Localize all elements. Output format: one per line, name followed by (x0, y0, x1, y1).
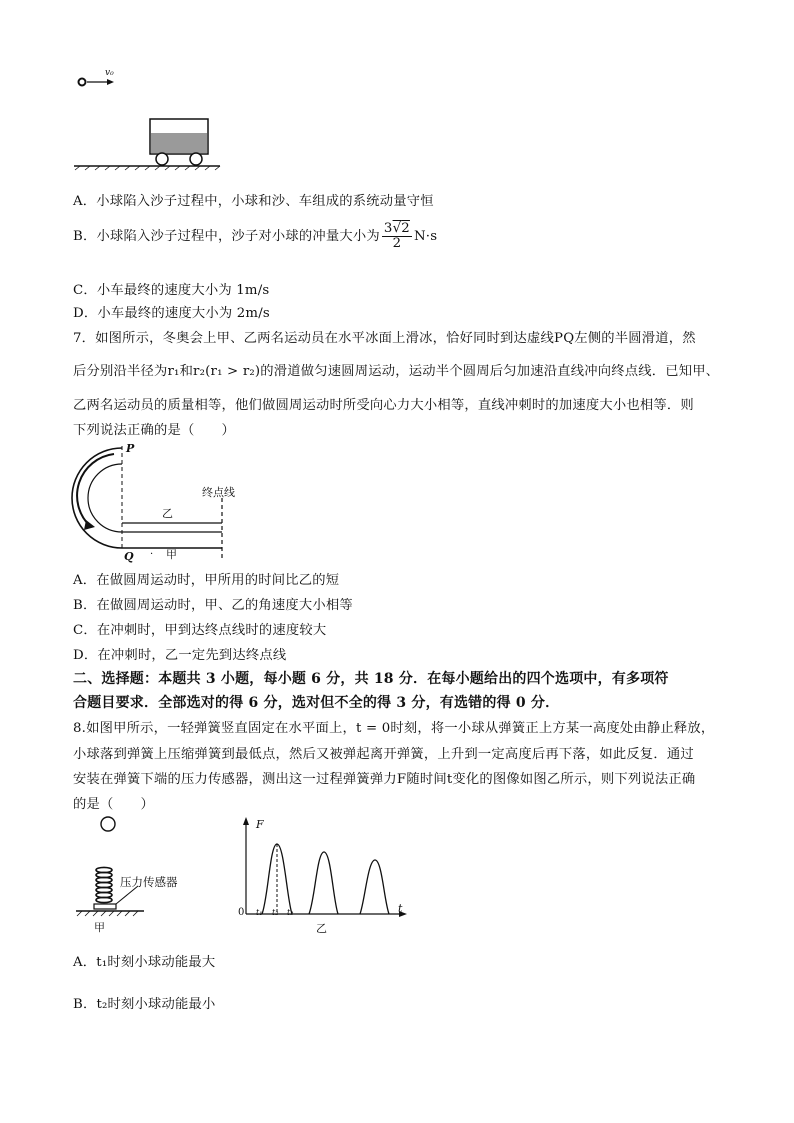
dot: · (150, 549, 154, 560)
wheel-left (156, 153, 168, 165)
inner-track (88, 464, 122, 532)
sand (151, 133, 207, 153)
q8-stem-line1: 8.如图甲所示，一轻弹簧竖直固定在水平面上，t = 0时刻，将一小球从弹簧正上方某一高度处由静止释放， (73, 721, 715, 736)
q7-track-figure (70, 438, 290, 566)
q7-option-a: A．在做圆周运动时，甲所用的时间比乙的短 (73, 573, 340, 588)
q8-stem-line4: 的是（ ） (73, 797, 154, 812)
label-t3: t₃ (287, 908, 294, 917)
unit: N·s (413, 229, 438, 244)
label-finish: 终点线 (202, 486, 235, 499)
arrow-head (107, 79, 114, 85)
y-arrow (243, 817, 249, 825)
wheel-right (190, 153, 202, 165)
q8-option-a: A．t₁时刻小球动能最大 (73, 955, 216, 970)
label-p: P (126, 442, 135, 455)
q6-cart-figure (70, 62, 230, 170)
q8-stem-line3: 安装在弹簧下端的压力传感器，测出这一过程弹簧弹力F随时间t变化的图像如图乙所示，则下列说法正确 (73, 772, 696, 787)
v0-label: v₀ (105, 68, 114, 78)
q7-stem-line1: 7．如图所示，冬奥会上甲、乙两名运动员在水平冰面上滑冰，恰好同时到达虚线PQ左侧的半圆滑道，然 (73, 331, 696, 346)
q7-stem-line3: 乙两名运动员的质量相等，他们做圆周运动时所受向心力大小相等，直线冲刺时的加速度大小也相等．则 (73, 398, 694, 413)
label-origin: 0 (238, 907, 245, 918)
q8-option-b: B．t₂时刻小球动能最小 (73, 997, 216, 1012)
fraction: $\frac{3√2}{2}$ (383, 221, 410, 251)
peak-2 (309, 852, 338, 914)
outer-track (72, 448, 122, 548)
direction-arrow-path (77, 454, 114, 526)
label-yi: 乙 (162, 507, 173, 520)
q6-option-b (73, 222, 437, 251)
q8-force-time-graph (232, 814, 412, 936)
q6-option-d: D．小车最终的速度大小为 2m/s (73, 306, 270, 321)
label-t1: t₁ (256, 908, 263, 917)
q8-stem-line2: 小球落到弹簧上压缩弹簧到最低点，然后又被弹起离开弹簧，上升到一定高度后再下落，如此反复．通过 (73, 747, 694, 762)
ball (79, 79, 86, 86)
sensor (94, 904, 116, 909)
label-q: Q (124, 550, 134, 563)
ball (101, 817, 115, 831)
q8-spring-figure (72, 814, 212, 934)
label-t: t (398, 902, 403, 915)
q6-option-b-text: B．小球陷入沙子过程中，沙子对小球的冲量大小为 (73, 229, 380, 244)
peak-3 (360, 860, 389, 914)
label-t2: t₂ (272, 908, 279, 917)
q7-stem-line2: 后分别沿半径为r₁和r₂(r₁ > r₂)的滑道做匀速圆周运动，运动半个圆周后匀加速沿直线冲向终点线．已知甲、 (73, 364, 720, 379)
q7-option-b: B．在做圆周运动时，甲、乙的角速度大小相等 (73, 598, 353, 613)
q7-stem-line4: 下列说法正确的是（ ） (73, 423, 235, 438)
q6-option-a: A．小球陷入沙子过程中，小球和沙、车组成的系统动量守恒 (73, 194, 434, 209)
q7-option-c: C．在冲刺时，甲到达终点线时的速度较大 (73, 623, 327, 638)
sensor-label: 压力传感器 (120, 875, 178, 889)
caption-jia: 甲 (94, 921, 105, 934)
section2-heading-line2: 合题目要求．全部选对的得 6 分，选对但不全的得 3 分，有选错的得 0 分． (73, 695, 560, 711)
section2-heading-line1: 二、选择题：本题共 3 小题，每小题 6 分，共 18 分．在每小题给出的四个选项中，有多项符 (73, 671, 669, 687)
spring (96, 867, 112, 902)
label-jia: 甲 (166, 548, 177, 561)
caption-yi: 乙 (316, 922, 327, 935)
q7-option-d: D．在冲刺时，乙一定先到达终点线 (73, 648, 287, 663)
label-F: F (256, 818, 264, 831)
q6-option-c: C．小车最终的速度大小为 1m/s (73, 283, 270, 298)
